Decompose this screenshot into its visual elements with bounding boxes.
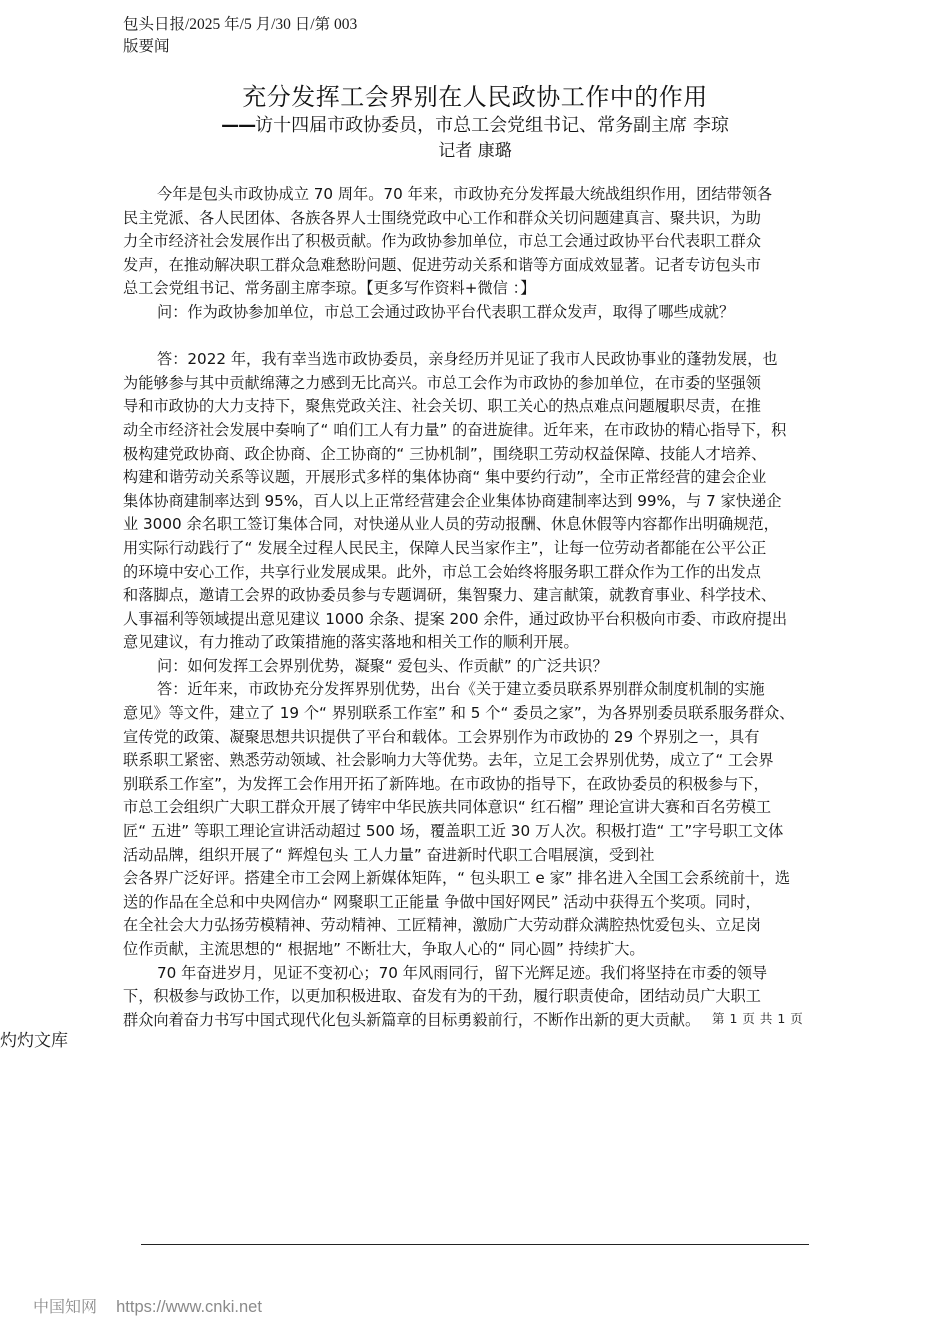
- article-line: 动全市经济社会发展中奏响了“ 咱们工人有力量” 的奋进旋律。近年来，在市政协的精心指导下，积: [123, 420, 787, 439]
- article-line: 活动品牌，组织开展了“ 辉煌包头 工人力量” 奋进新时代职工合唱展演，受到社: [123, 845, 655, 864]
- blank-line: [123, 325, 843, 349]
- article-line: 用实际行动践行了“ 发展全过程人民民主，保障人民当家作主”，让每一位劳动者都能在公平公正: [123, 538, 767, 557]
- article-line: 匠“ 五进” 等职工理论宣讲活动超过 500 场，覆盖职工近 30 万人次。积极打造“ 工”字号职工文体: [123, 822, 784, 841]
- subtitle-dash: ——: [221, 115, 256, 136]
- source-line-2: 版要闻: [123, 38, 170, 55]
- article-line: 发声，在推动解决职工群众急难愁盼问题、促进劳动关系和谐等方面成效显著。记者专访包头市: [123, 255, 761, 274]
- article-title: 充分发挥工会界别在人民政协工作中的作用: [242, 83, 708, 111]
- article-line: 业 3000 余名职工签订集体合同，对快递从业人员的劳动报酬、休息休假等内容都作出明确规范，: [123, 515, 779, 534]
- article-line: 为能够参与其中贡献绵薄之力感到无比高兴。市总工会作为市政协的参加单位，在市委的坚强领: [123, 373, 761, 392]
- article-line: 在全社会大力弘扬劳模精神、劳动精神、工匠精神，激励广大劳动群众满腔热忱爱包头、立足岗: [123, 916, 761, 935]
- article-line: 问：如何发挥工会界别优势，凝聚“ 爱包头、作贡献” 的广泛共识？: [157, 656, 608, 675]
- article-line: 集体协商建制率达到 95%，百人以上正常经营建会企业集体协商建制率达到 99%，与 7 家快递企: [123, 491, 782, 510]
- footer-divider: [141, 1244, 809, 1245]
- article-line: 极构建党政协商、政企协商、企工协商的“ 三协机制”，围绕职工劳动权益保障、技能人才培养、: [123, 444, 767, 463]
- article-line: 下，积极参与政协工作，以更加积极进取、奋发有为的干劲，履行职责使命，团结动员广大职工: [123, 987, 761, 1006]
- article-line: 总工会党组书记、常务副主席李琼。【更多写作资料+微信 ：】: [123, 279, 536, 298]
- article-line: 构建和谐劳动关系等议题，开展形式多样的集体协商“ 集中要约行动”，全市正常经营的建会企业: [123, 468, 767, 487]
- article-subtitle: [0, 113, 950, 139]
- cnki-footer: [33, 1294, 262, 1317]
- article-line: 送的作品在全总和中央网信办“ 网聚职工正能量 争做中国好网民” 活动中获得五个奖项。同时，: [123, 892, 761, 911]
- article-line: 民主党派、各人民团体、各族各界人士围绕党政中心工作和群众关切问题建真言、聚共识，为助: [123, 208, 761, 227]
- article-line: 市总工会组织广大职工群众开展了铸牢中华民族共同体意识“ 红石榴” 理论宣讲大赛和百名劳模工: [123, 798, 772, 817]
- article-line: 力全市经济社会发展作出了积极贡献。作为政协参加单位，市总工会通过政协平台代表职工群众: [123, 232, 761, 251]
- article-line: 会各界广泛好评。搭建全市工会网上新媒体矩阵，“ 包头职工 e 家” 排名进入全国工会系统前十，选: [123, 869, 791, 888]
- article-line: 的环境中安心工作，共享行业发展成果。此外，市总工会始终将服务职工群众作为工作的出发点: [123, 562, 761, 581]
- article-line: 位作贡献，主流思想的“ 根据地” 不断壮大，争取人心的“ 同心圆” 持续扩大。: [123, 940, 645, 958]
- article-line: 问：作为政协参加单位，市总工会通过政协平台代表职工群众发声，取得了哪些成就？: [157, 302, 735, 321]
- article-line: 宣传党的政策、凝聚思想共识提供了平台和载体。工会界别作为市政协的 29 个界别之一，具有: [123, 727, 760, 746]
- article-line: 导和市政协的大力支持下，聚焦党政关注、社会关切、职工关心的热点难点问题履职尽责，在推: [123, 397, 761, 416]
- article-line: 联系职工紧密、熟悉劳动领域、社会影响力大等优势。去年，立足工会界别优势，成立了“ 工会界: [123, 751, 774, 770]
- source-line-1: 包头日报/2025 年/5 月/30 日/第 003: [123, 16, 358, 33]
- article-line: 答：2022 年，我有幸当选市政协委员，亲身经历并见证了我市人民政协事业的蓬勃发展，也: [157, 350, 778, 369]
- article-line: 今年是包头市政协成立 70 周年。70 年来，市政协充分发挥最大统战组织作用，团结带领各: [157, 185, 773, 203]
- article-line: 70 年奋进岁月，见证不变初心；70 年风雨同行，留下光辉足迹。我们将坚持在市委的领导: [157, 963, 768, 982]
- library-watermark: 灼灼文库: [0, 1031, 68, 1051]
- article-line: 人事福利等领域提出意见建议 1000 余条、提案 200 余件，通过政协平台积极向市委、市政府提出: [123, 609, 788, 628]
- page-counter: 第 1 页 共 1 页: [712, 1011, 804, 1026]
- publication-source: [123, 14, 357, 58]
- article-line: 意见》等文件，建立了 19 个“ 界别联系工作室” 和 5 个“ 委员之家”，为各界别委员联系服务群众、: [123, 704, 795, 723]
- article-line: 和落脚点，邀请工会界的政协委员参与专题调研，集智聚力、建言献策，就教育事业、科学技术、: [123, 586, 777, 605]
- cnki-url-link[interactable]: https://www.cnki.net: [116, 1298, 262, 1316]
- subtitle-text: 访十四届市政协委员，市总工会党组书记、常务副主席 李琼: [255, 115, 729, 136]
- article-line: 群众向着奋力书写中国式现代化包头新篇章的目标勇毅前行，不断作出新的更大贡献。: [123, 1010, 701, 1029]
- article-body: [123, 183, 843, 1032]
- article-line: 意见建议，有力推动了政策措施的落实落地和相关工作的顺利开展。: [123, 633, 579, 652]
- article-title-block: [0, 82, 950, 163]
- cnki-name: 中国知网: [33, 1297, 98, 1316]
- article-line: 答：近年来，市政协充分发挥界别优势，出台《关于建立委员联系界别群众制度机制的实施: [157, 680, 765, 699]
- article-line: 别联系工作室”，为发挥工会作用开拓了新阵地。在市政协的指导下，在政协委员的积极参与下，: [123, 774, 769, 793]
- article-byline: 记者 康璐: [438, 141, 512, 161]
